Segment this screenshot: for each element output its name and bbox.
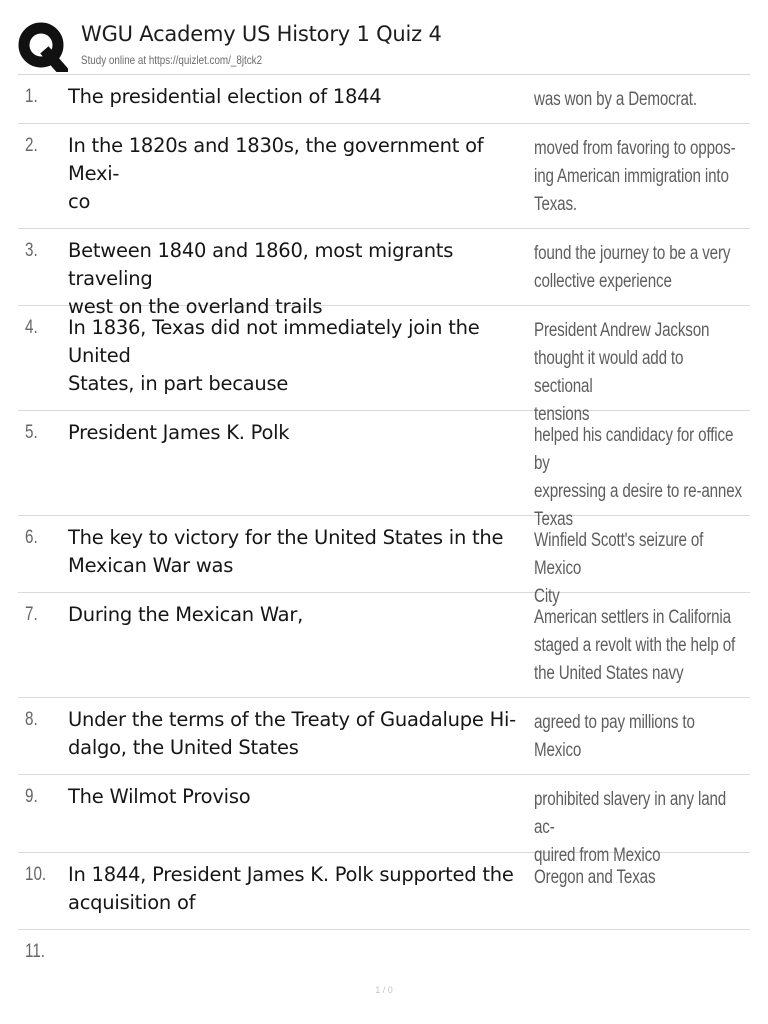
item-term: In 1836, Texas did not immediately join the United States, in part because	[68, 316, 480, 395]
document-title: WGU Academy US History 1 Quiz 4	[81, 22, 442, 46]
list-item	[18, 516, 750, 607]
list-item	[18, 124, 750, 229]
study-online-link-text: Study online at https://quizlet.com/_8jtck2	[81, 53, 263, 67]
item-number: 1.	[25, 86, 38, 107]
item-term: Under the terms of the Treaty of Guadalupe Hi- dalgo, the United States	[68, 708, 516, 759]
item-definition: moved from favoring to oppos- ing American immigration into Texas.	[534, 138, 736, 215]
list-item	[18, 75, 750, 124]
item-definition: found the journey to be a very collective experience	[534, 243, 731, 292]
item-number: 10.	[25, 864, 47, 885]
item-number: 9.	[25, 786, 38, 807]
flashcard-list	[18, 75, 750, 976]
item-number: 2.	[25, 135, 38, 156]
list-item	[18, 853, 750, 930]
item-definition: Oregon and Texas	[534, 867, 656, 888]
list-item	[18, 229, 750, 318]
item-number: 8.	[25, 709, 38, 730]
quizlet-logo-icon	[18, 22, 68, 72]
list-item	[18, 411, 750, 530]
item-number: 7.	[25, 604, 38, 625]
item-term: Between 1840 and 1860, most migrants traveling west on the overland trails	[68, 239, 454, 318]
item-number: 6.	[25, 527, 38, 548]
item-definition: prohibited slavery in any land ac- quired from Mexico	[534, 789, 727, 866]
item-definition: was won by a Democrat.	[534, 89, 697, 110]
list-item	[18, 698, 750, 775]
item-term: In 1844, President James K. Polk supported the acquisition of	[68, 863, 514, 914]
list-item	[18, 306, 750, 425]
item-term: President James K. Polk	[68, 421, 290, 444]
item-definition: Winfield Scott's seizure of Mexico City	[534, 530, 704, 607]
item-number: 11.	[25, 941, 46, 962]
item-term: During the Mexican War,	[68, 603, 304, 626]
item-term: The key to victory for the United States in the Mexican War was	[68, 526, 504, 577]
item-definition: helped his candidacy for office by expressing a desire to re-annex Texas	[534, 425, 742, 530]
item-definition: agreed to pay millions to Mexico	[534, 712, 695, 761]
item-number: 3.	[25, 240, 38, 261]
page-number: 1 / 0	[375, 985, 393, 995]
item-definition: President Andrew Jackson thought it would add to sectional tensions	[534, 320, 710, 425]
list-item	[18, 593, 750, 698]
item-term: In the 1820s and 1830s, the government of Mexi- co	[68, 134, 484, 213]
list-item	[18, 930, 750, 976]
item-number: 4.	[25, 317, 38, 338]
item-term: The Wilmot Proviso	[68, 785, 251, 808]
item-definition: American settlers in California staged a revolt with the help of the United States navy	[534, 607, 736, 684]
item-term: The presidential election of 1844	[68, 85, 382, 108]
document-header	[18, 22, 750, 74]
item-number: 5.	[25, 422, 38, 443]
list-item	[18, 775, 750, 866]
